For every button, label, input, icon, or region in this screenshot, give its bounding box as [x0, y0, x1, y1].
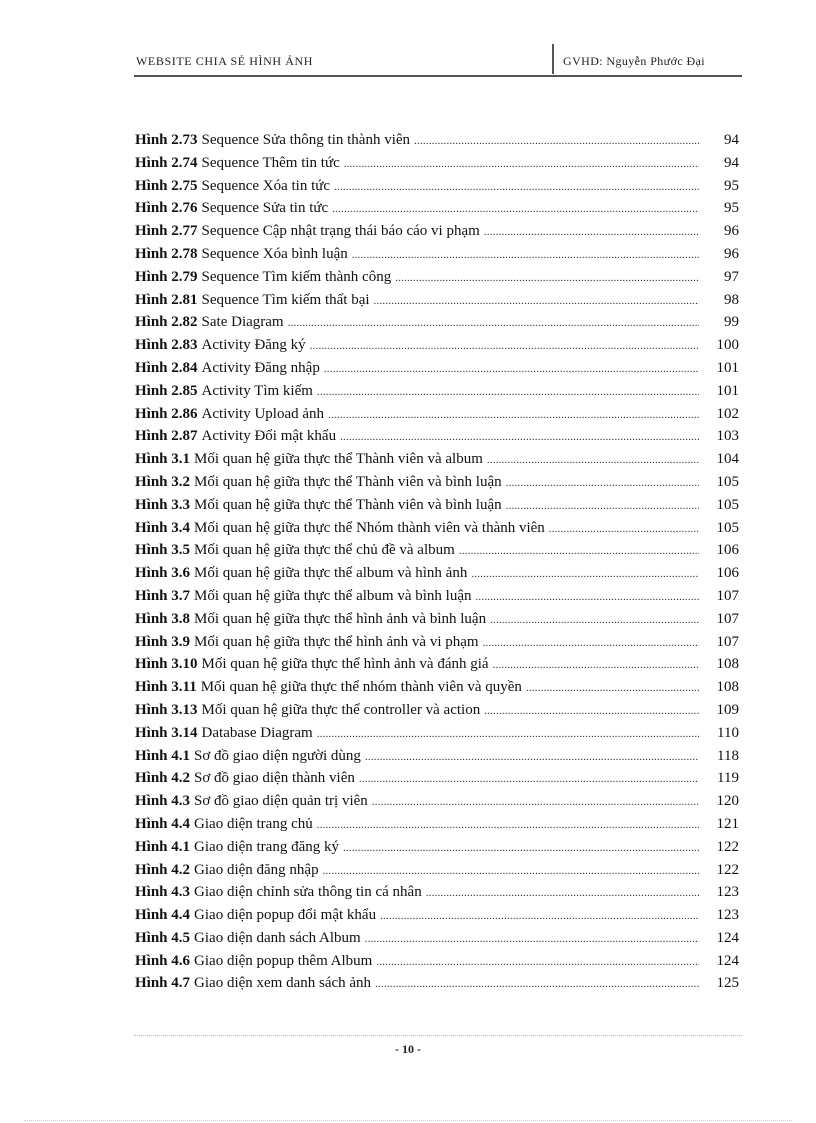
toc-entry[interactable]	[135, 178, 739, 201]
toc-leader-dots	[324, 363, 699, 375]
toc-entry-label: Hình 4.6	[135, 952, 191, 969]
toc-entry[interactable]	[135, 588, 739, 611]
toc-entry-page: 109	[716, 701, 739, 718]
toc-entry[interactable]	[135, 474, 739, 497]
toc-entry-label: Hình 4.1	[135, 747, 191, 764]
toc-entry-title: Sơ đồ giao diện quản trị viên	[194, 793, 368, 810]
toc-entry-page: 101	[716, 382, 739, 399]
toc-entry-label: Hình 4.4	[135, 907, 191, 924]
toc-leader-dots	[483, 637, 699, 649]
toc-entry-page: 106	[716, 565, 739, 582]
toc-entry-page: 110	[717, 724, 739, 741]
toc-entry-label: Hình 2.83	[135, 337, 198, 354]
toc-entry-label: Hình 4.5	[135, 929, 191, 946]
toc-entry-label: Hình 4.2	[135, 861, 191, 878]
toc-entry-label: Hình 2.73	[135, 132, 198, 148]
toc-leader-dots	[426, 887, 699, 899]
toc-entry-title: Mối quan hệ giữa thực thể album và hình ảnh	[194, 565, 468, 582]
toc-leader-dots	[490, 614, 699, 626]
toc-leader-dots	[340, 431, 699, 443]
toc-entry-page: 94	[724, 132, 739, 148]
toc-entry-label: Hình 3.7	[135, 587, 191, 604]
toc-leader-dots	[317, 819, 699, 831]
toc-entry-title: Sơ đồ giao diện thành viên	[194, 770, 355, 787]
toc-leader-dots	[487, 454, 699, 466]
toc-leader-dots	[380, 910, 699, 922]
toc-entry-page: 100	[716, 337, 739, 354]
toc-leader-dots	[414, 135, 699, 147]
toc-entry-title: Sequence Tìm kiếm thành công	[201, 268, 392, 285]
toc-entry[interactable]	[135, 611, 739, 634]
toc-entry-page: 123	[716, 884, 739, 901]
toc-entry[interactable]	[135, 702, 739, 725]
toc-entry-page: 107	[716, 587, 739, 604]
toc-entry[interactable]	[135, 839, 739, 862]
toc-entry-page: 122	[716, 861, 739, 878]
header-title: WEBSITE CHIA SẺ HÌNH ẢNH	[136, 54, 314, 68]
toc-leader-dots	[475, 591, 699, 603]
toc-entry-title: Activity Đổi mật khẩu	[201, 428, 337, 445]
toc-entry-label: Hình 3.4	[135, 519, 191, 536]
toc-entry-page: 120	[716, 793, 739, 810]
toc-entry-title: Activity Đăng ký	[201, 337, 306, 354]
page-header	[134, 44, 742, 76]
toc-entry-label: Hình 3.6	[135, 565, 191, 582]
toc-entry-title: Mối quan hệ giữa thực thể controller và action	[201, 701, 481, 718]
toc-entry-page: 102	[716, 405, 739, 422]
toc-entry-page: 123	[716, 907, 739, 924]
toc-entry-title: Mối quan hệ giữa thực thể hình ảnh và bình luận	[194, 610, 487, 627]
toc-entry[interactable]	[135, 634, 739, 657]
toc-entry-page: 124	[716, 952, 739, 969]
toc-entry[interactable]	[135, 907, 739, 930]
toc-entry-title: Sate Diagram	[201, 314, 284, 331]
toc-entry-label: Hình 3.14	[135, 724, 198, 741]
toc-entry[interactable]	[135, 862, 739, 885]
toc-entry-page: 105	[716, 519, 739, 536]
header-divider	[552, 44, 554, 74]
toc-entry-title: Mối quan hệ giữa thực thể nhóm thành viên và quyền	[200, 679, 522, 696]
toc-entry-title: Sơ đồ giao diện người dùng	[194, 747, 361, 764]
toc-entry-title: Giao diện đăng nhập	[194, 861, 319, 878]
toc-entry-label: Hình 2.76	[135, 200, 198, 217]
toc-entry[interactable]	[135, 770, 739, 793]
toc-leader-dots	[343, 842, 699, 854]
toc-leader-dots	[323, 865, 699, 877]
toc-entry[interactable]	[135, 451, 739, 474]
toc-entry-title: Activity Đăng nhập	[201, 359, 320, 376]
toc-entry[interactable]	[135, 314, 739, 337]
toc-entry-label: Hình 2.75	[135, 177, 198, 194]
toc-entry-label: Hình 2.86	[135, 405, 198, 422]
toc-entry-page: 125	[716, 975, 739, 992]
toc-entry-label: Hình 3.1	[135, 451, 191, 468]
toc-leader-dots	[352, 249, 699, 261]
toc-entry-page: 96	[724, 245, 739, 262]
toc-entry-title: Sequence Sửa thông tin thành viên	[201, 132, 411, 148]
toc-entry-label: Hình 3.11	[135, 679, 197, 696]
toc-entry[interactable]	[135, 337, 739, 360]
toc-entry-page: 104	[716, 451, 739, 468]
toc-entry[interactable]	[135, 565, 739, 588]
toc-entry-title: Giao diện trang chủ	[194, 815, 313, 832]
toc-entry-label: Hình 4.3	[135, 793, 191, 810]
toc-entry-label: Hình 3.13	[135, 701, 198, 718]
toc-entry-label: Hình 3.10	[135, 656, 198, 673]
toc-leader-dots	[344, 158, 699, 170]
toc-entry-title: Activity Upload ảnh	[201, 405, 325, 422]
toc-entry[interactable]	[135, 953, 739, 976]
toc-leader-dots	[376, 956, 699, 968]
toc-entry-label: Hình 4.3	[135, 884, 191, 901]
figure-list	[135, 132, 739, 998]
toc-entry-label: Hình 2.77	[135, 223, 198, 240]
toc-entry-title: Giao diện popup thêm Album	[194, 952, 373, 969]
toc-entry-page: 107	[716, 633, 739, 650]
toc-leader-dots	[395, 272, 699, 284]
toc-entry[interactable]	[135, 428, 739, 451]
toc-entry-page: 118	[717, 747, 739, 764]
toc-entry-page: 101	[716, 359, 739, 376]
toc-entry-page: 122	[716, 838, 739, 855]
toc-entry-title: Sequence Tìm kiếm thất bại	[201, 291, 370, 308]
toc-leader-dots	[375, 978, 699, 990]
bottom-rule	[24, 1120, 792, 1121]
toc-entry-title: Mối quan hệ giữa thực thể chủ đề và album	[194, 542, 455, 559]
toc-entry-page: 107	[716, 610, 739, 627]
toc-entry-label: Hình 4.2	[135, 770, 191, 787]
toc-entry-title: Mối quan hệ giữa thực thể Nhóm thành viên và thành viên	[194, 519, 545, 536]
toc-entry-label: Hình 4.7	[135, 975, 191, 992]
toc-entry-page: 121	[716, 815, 739, 832]
toc-entry-title: Giao diện trang đăng ký	[194, 838, 339, 855]
toc-leader-dots	[310, 340, 699, 352]
toc-entry-page: 103	[716, 428, 739, 445]
toc-entry-title: Activity Tìm kiếm	[201, 382, 313, 399]
toc-entry-label: Hình 3.9	[135, 633, 191, 650]
toc-entry-page: 97	[724, 268, 739, 285]
toc-leader-dots	[506, 477, 699, 489]
toc-entry-page: 99	[724, 314, 739, 331]
toc-entry-label: Hình 3.8	[135, 610, 191, 627]
toc-entry[interactable]	[135, 542, 739, 565]
footer-rule	[134, 1035, 742, 1036]
toc-entry-title: Sequence Thêm tin tức	[201, 154, 340, 171]
toc-entry-label: Hình 4.4	[135, 815, 191, 832]
toc-leader-dots	[328, 409, 699, 421]
toc-entry-label: Hình 3.5	[135, 542, 191, 559]
toc-entry-page: 95	[724, 177, 739, 194]
toc-entry-title: Sequence Xóa tin tức	[201, 177, 331, 194]
toc-entry-label: Hình 3.3	[135, 496, 191, 513]
toc-entry-title: Giao diện xem danh sách ảnh	[194, 975, 372, 992]
toc-entry-title: Giao diện popup đổi mật khẩu	[194, 907, 377, 924]
toc-entry-title: Sequence Sửa tin tức	[201, 200, 329, 217]
toc-entry-page: 108	[716, 679, 739, 696]
toc-entry-title: Mối quan hệ giữa thực thể Thành viên và album	[194, 451, 483, 468]
toc-leader-dots	[471, 568, 699, 580]
toc-entry-page: 94	[724, 154, 739, 171]
toc-leader-dots	[317, 386, 699, 398]
toc-entry-title: Database Diagram	[201, 724, 313, 741]
toc-entry-label: Hình 2.79	[135, 268, 198, 285]
toc-entry[interactable]	[135, 292, 739, 315]
toc-entry[interactable]	[135, 246, 739, 269]
toc-leader-dots	[374, 295, 699, 307]
toc-entry[interactable]	[135, 816, 739, 839]
toc-entry-label: Hình 2.84	[135, 359, 198, 376]
toc-entry[interactable]	[135, 884, 739, 907]
toc-entry-title: Sequence Cập nhật trạng thái báo cáo vi phạm	[201, 223, 480, 240]
toc-entry-label: Hình 3.2	[135, 473, 191, 490]
toc-entry-title: Mối quan hệ giữa thực thể hình ảnh và vi phạm	[194, 633, 479, 650]
toc-entry[interactable]	[135, 679, 739, 702]
toc-leader-dots	[372, 796, 699, 808]
header-rule	[134, 75, 742, 77]
toc-entry-title: Mối quan hệ giữa thực thể album và bình luận	[194, 587, 472, 604]
toc-entry[interactable]	[135, 497, 739, 520]
toc-entry[interactable]	[135, 132, 739, 155]
toc-entry-page: 106	[716, 542, 739, 559]
toc-entry[interactable]	[135, 360, 739, 383]
toc-leader-dots	[459, 545, 699, 557]
toc-leader-dots	[484, 705, 699, 717]
toc-entry[interactable]	[135, 748, 739, 771]
toc-entry-page: 105	[716, 473, 739, 490]
toc-entry-label: Hình 2.74	[135, 154, 198, 171]
toc-entry-page: 124	[716, 929, 739, 946]
toc-leader-dots	[506, 500, 699, 512]
toc-leader-dots	[359, 773, 699, 785]
toc-entry-title: Mối quan hệ giữa thực thể Thành viên và bình luận	[194, 496, 502, 513]
toc-entry[interactable]	[135, 975, 739, 998]
toc-entry[interactable]	[135, 520, 739, 543]
toc-entry[interactable]	[135, 930, 739, 953]
toc-entry[interactable]	[135, 200, 739, 223]
header-advisor: GVHD: Nguyễn Phước Đại	[563, 54, 705, 68]
toc-entry-title: Mối quan hệ giữa thực thể Thành viên và bình luận	[194, 473, 502, 490]
toc-leader-dots	[317, 728, 699, 740]
toc-entry[interactable]	[135, 725, 739, 748]
toc-leader-dots	[549, 523, 699, 535]
toc-entry-page: 96	[724, 223, 739, 240]
toc-entry-page: 119	[717, 770, 739, 787]
toc-entry[interactable]	[135, 155, 739, 178]
toc-entry-label: Hình 2.82	[135, 314, 198, 331]
toc-entry[interactable]	[135, 656, 739, 679]
toc-entry[interactable]	[135, 269, 739, 292]
toc-leader-dots	[332, 203, 699, 215]
toc-entry[interactable]	[135, 406, 739, 429]
toc-leader-dots	[365, 751, 699, 763]
toc-entry-title: Mối quan hệ giữa thực thể hình ảnh và đánh giá	[201, 656, 489, 673]
page-number: - 10 -	[395, 1042, 421, 1056]
toc-entry-page: 105	[716, 496, 739, 513]
toc-leader-dots	[526, 682, 699, 694]
toc-leader-dots	[288, 317, 699, 329]
toc-leader-dots	[365, 933, 699, 945]
toc-entry-page: 95	[724, 200, 739, 217]
toc-entry-label: Hình 2.87	[135, 428, 198, 445]
toc-entry-label: Hình 2.78	[135, 245, 198, 262]
toc-leader-dots	[334, 181, 699, 193]
toc-entry-page: 98	[724, 291, 739, 308]
toc-entry[interactable]	[135, 383, 739, 406]
toc-entry-title: Giao diện chỉnh sửa thông tin cá nhân	[194, 884, 422, 901]
toc-leader-dots	[493, 659, 699, 671]
toc-entry[interactable]	[135, 223, 739, 246]
toc-entry-label: Hình 4.1	[135, 838, 191, 855]
toc-entry-title: Giao diện danh sách Album	[194, 929, 361, 946]
toc-entry-page: 108	[716, 656, 739, 673]
toc-entry[interactable]	[135, 793, 739, 816]
toc-entry-label: Hình 2.85	[135, 382, 198, 399]
toc-entry-label: Hình 2.81	[135, 291, 198, 308]
toc-entry-title: Sequence Xóa bình luận	[201, 245, 348, 262]
toc-leader-dots	[484, 226, 699, 238]
